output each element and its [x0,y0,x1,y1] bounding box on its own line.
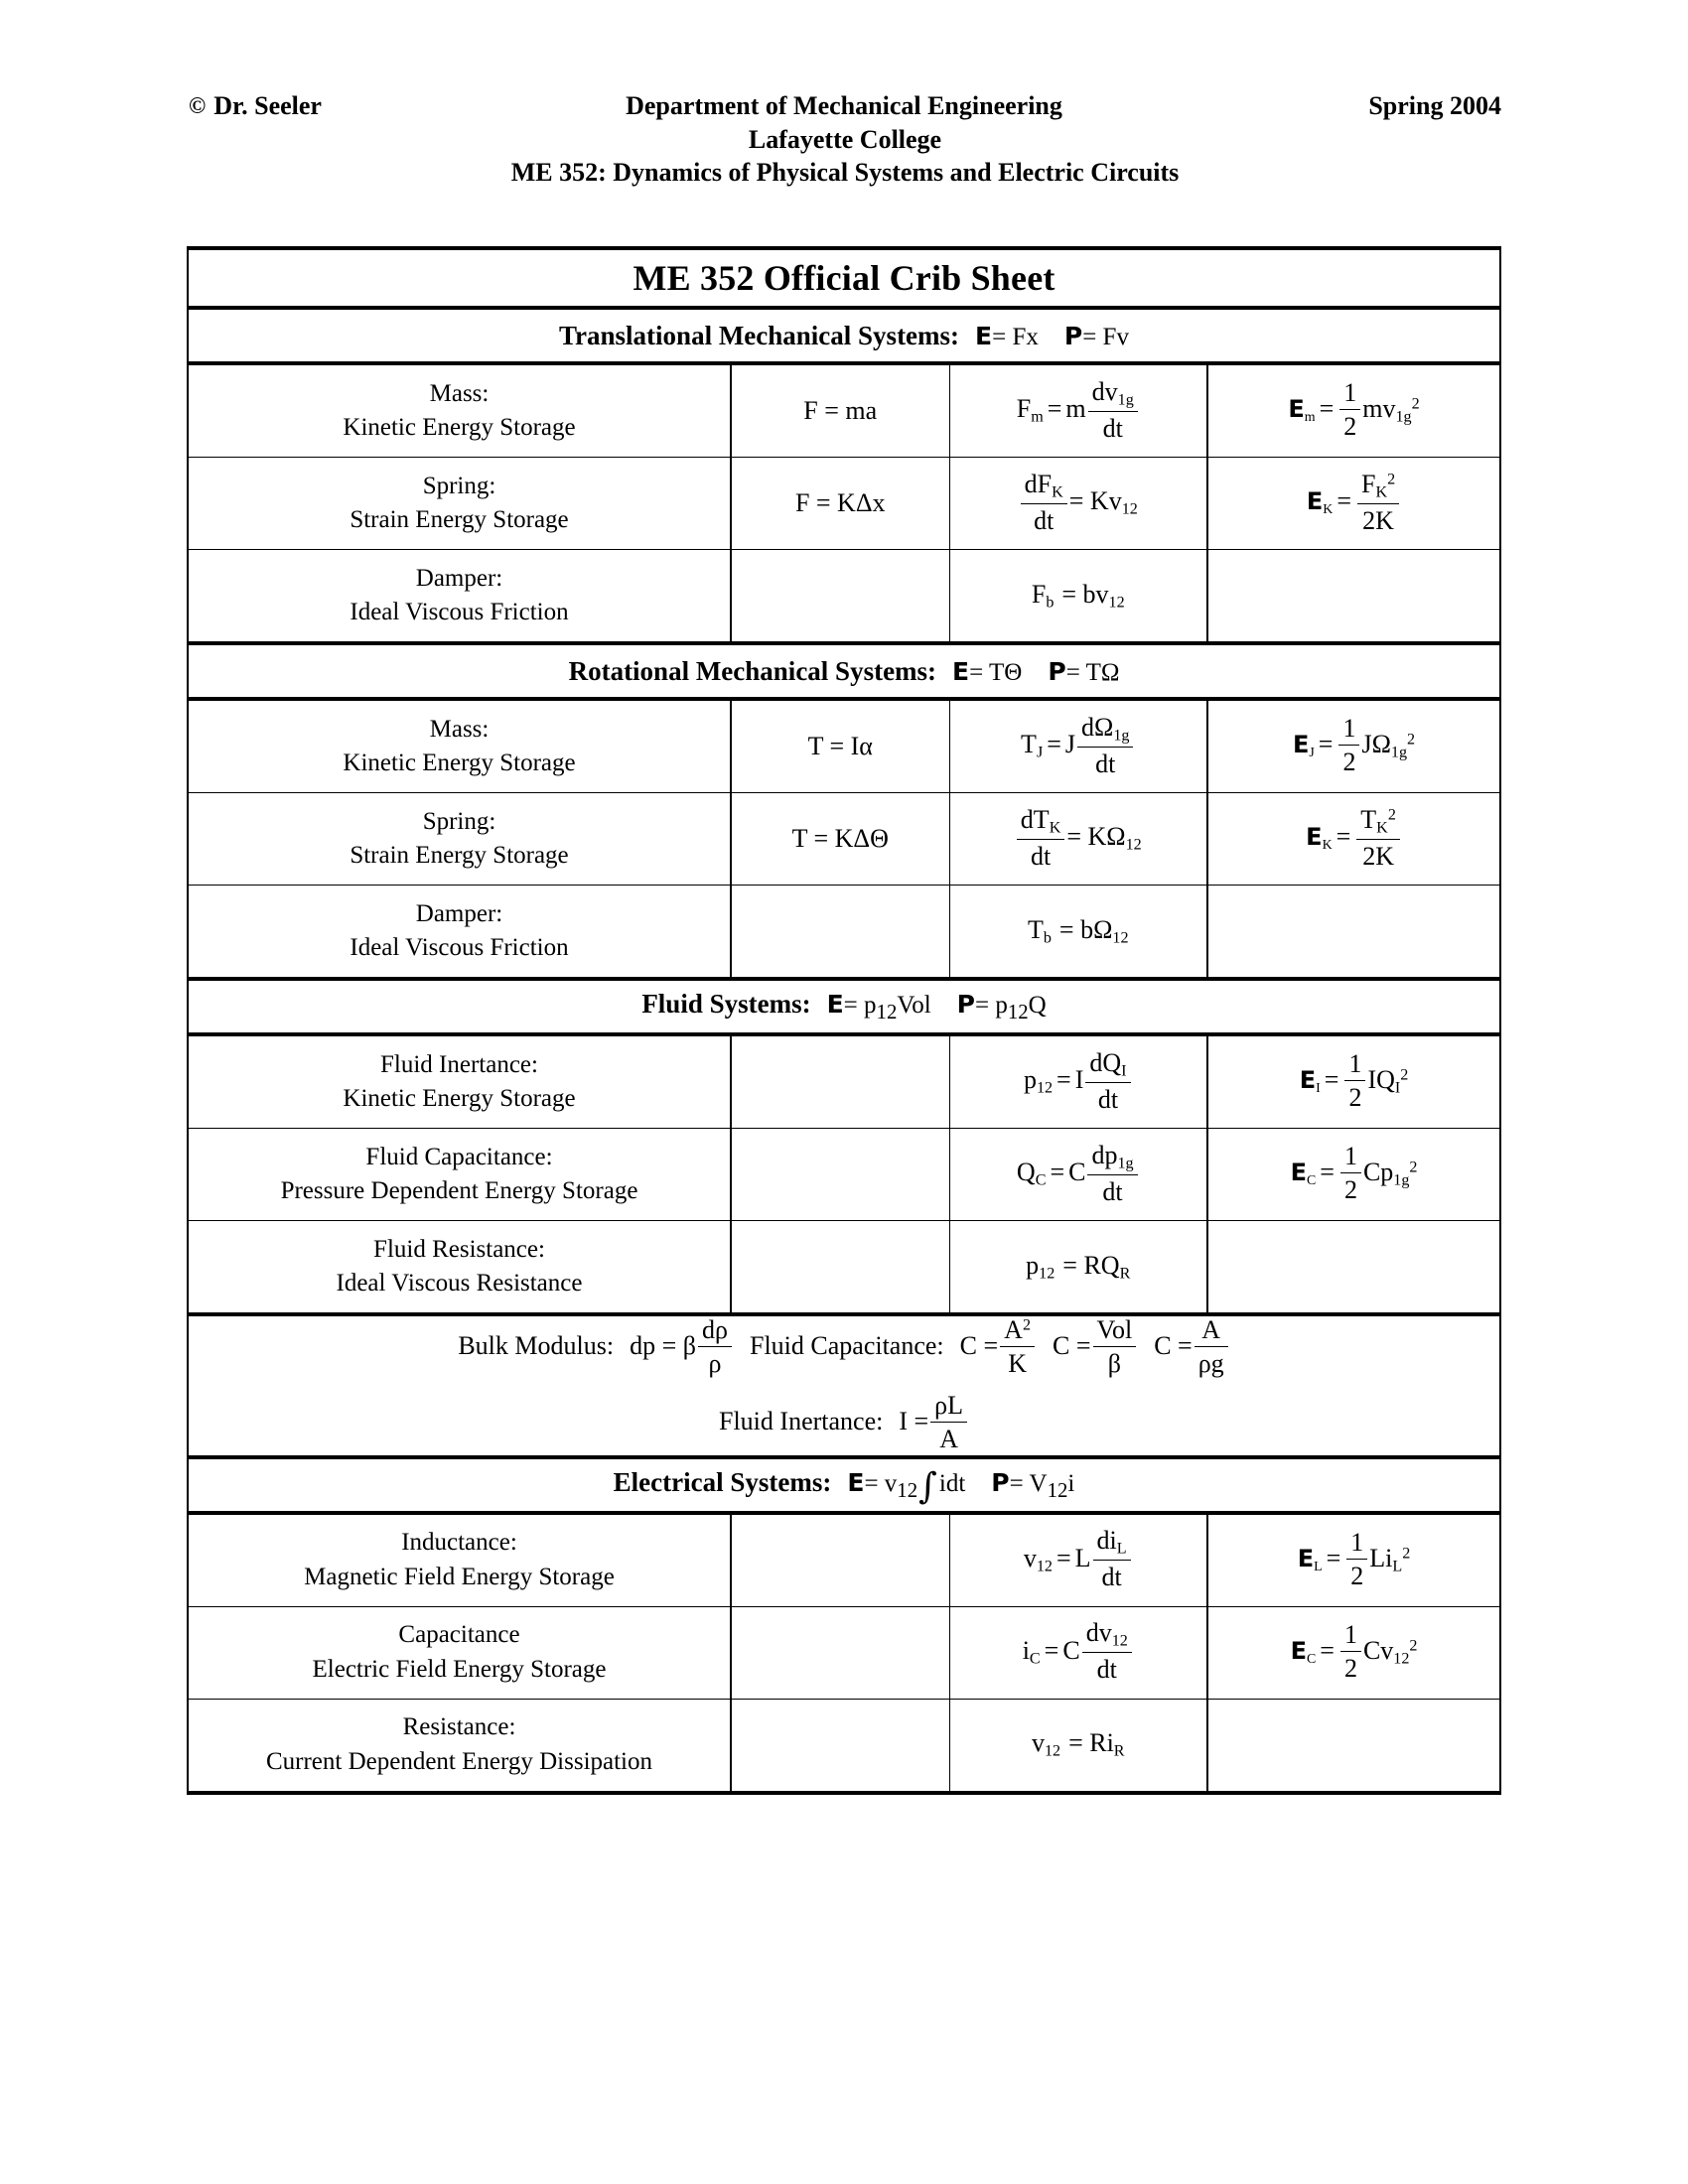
equation-text: $E_I$ = $\frac{1}{2}$ $IQ_I^2$ [1299,1049,1409,1112]
equation-text: $p_{12} = I$ $\frac{dQ_I}{dt}$ [1024,1065,1133,1094]
desc-line-2: Strain Energy Storage [350,842,569,869]
elemental-equation [731,1606,949,1699]
energy-equation-cell [1207,1221,1500,1315]
elemental-equation [731,886,949,980]
fluid-capacitance-eq-1: C = $\frac{A^2}{K}$ [960,1331,1037,1360]
row-description [188,458,731,550]
fluid-formula-row [188,1314,1500,1457]
row-description [188,1606,731,1699]
author-name: Dr. Seeler [213,91,322,120]
energy-equation: = TΘ [969,658,1023,686]
derivative-equation [949,1513,1207,1607]
desc-line-2: Ideal Viscous Friction [350,934,569,961]
desc-line-1: Inductance: [401,1529,517,1557]
elemental-equation [731,1513,949,1607]
row-description [188,1034,731,1129]
derivative-equation [949,1606,1207,1699]
equation-text: $E_K$ = $\frac{F_K^2}{2K}$ [1307,486,1401,515]
row-description [188,1699,731,1793]
fluid-inertance-equation: I = $\frac{\rho L}{A}$ [899,1407,969,1435]
power-equation: = TΩ [1065,658,1120,686]
table-row [188,1129,1500,1221]
energy-equation-cell [1207,1699,1500,1793]
table-row [188,550,1500,644]
elemental-equation [731,699,949,793]
elemental-equation [731,1221,949,1315]
desc-line-1: Resistance: [402,1713,516,1741]
elemental-equation [731,793,949,886]
fluid-inertance-label: Fluid Inertance: [719,1406,884,1435]
power-symbol: P [956,990,975,1019]
row-description [188,550,731,644]
term-label: Spring 2004 [1368,91,1501,120]
desc-line-1: Mass: [429,715,490,743]
fluid-capacitance-eq-3: C = $\frac{A}{\rho g}$ [1154,1331,1230,1360]
table-row [188,793,1500,886]
elemental-equation [731,1129,949,1221]
equation-text: $p_{12} = RQ_R$ [1026,1250,1131,1283]
section-header-cell [188,308,1500,363]
author-block [189,91,322,122]
table-row [188,458,1500,550]
elemental-equation [731,550,949,644]
college-name: Lafayette College [748,124,942,154]
equation-text: $i_C = C$ $\frac{dv_{12}}{dt}$ [1023,1636,1134,1665]
desc-line-2: Kinetic Energy Storage [343,750,576,776]
fluid-formula-line-1 [189,1316,1499,1380]
fluid-formula-cell [188,1314,1500,1457]
energy-equation-cell [1207,458,1500,550]
row-description [188,699,731,793]
equation-text: $E_C$ = $\frac{1}{2}$ $Cv_{12}^2$ [1290,1619,1418,1683]
desc-line-2: Pressure Dependent Energy Storage [280,1177,638,1204]
fluid-capacitance-label: Fluid Capacitance: [749,1330,944,1360]
energy-equation: = Fx [992,323,1039,350]
desc-line-2: Kinetic Energy Storage [343,414,576,441]
derivative-equation [949,458,1207,550]
power-equation: = $V_{12}i$ [1009,1469,1075,1502]
crib-sheet-table [187,246,1501,1795]
desc-line-2: Strain Energy Storage [350,506,569,533]
section-header-translational [188,308,1500,363]
equation-text: F = KΔx [794,488,886,517]
bulk-modulus-equation: dp = β $\frac{d\rho}{\rho}$ [630,1331,734,1360]
equation-text: $v_{12} = L$ $\frac{di_L}{dt}$ [1024,1544,1133,1572]
equation-text: $E_m$ = $\frac{1}{2}$ $mv_{1g}^2$ [1288,378,1420,441]
equation-text: $F_m = m$ $\frac{dv_{1g}}{dt}$ [1017,394,1140,423]
page-header [0,0,1688,188]
row-description [188,363,731,458]
elemental-equation [731,1699,949,1793]
equation-text: $v_{12} = Ri_R$ [1031,1728,1125,1760]
table-row [188,1513,1500,1607]
energy-equation-cell [1207,1129,1500,1221]
desc-line-2: Electric Field Energy Storage [312,1655,607,1683]
table-row [188,1606,1500,1699]
energy-symbol: E [847,1467,865,1497]
derivative-equation [949,1699,1207,1793]
desc-line-1: Fluid Capacitance: [365,1143,553,1170]
course-title: ME 352: Dynamics of Physical Systems and Electric Circuits [510,157,1180,187]
energy-equation-cell [1207,1034,1500,1129]
power-symbol: P [1048,656,1066,686]
header-row-top [189,91,1501,122]
row-description [188,1513,731,1607]
desc-line-1: Fluid Resistance: [373,1235,545,1263]
energy-equation: = $p_{12}Vol$ [843,992,931,1024]
desc-line-1: Mass: [429,379,490,407]
energy-equation: = $v_{12}\int idt$ [864,1466,966,1508]
section-name: Electrical Systems: [613,1466,832,1497]
equation-text: $E_J$ = $\frac{1}{2}$ $J\Omega_{1g}^2$ [1292,714,1416,776]
derivative-equation [949,1129,1207,1221]
energy-equation-cell [1207,363,1500,458]
fluid-formula-line-2 [189,1392,1499,1455]
power-symbol: P [1063,321,1083,350]
equation-text: $E_L$ = $\frac{1}{2}$ $Li_L^2$ [1297,1527,1411,1590]
equation-text: T = KΔΘ [791,824,889,853]
table-row [188,699,1500,793]
derivative-equation [949,1221,1207,1315]
row-description [188,1129,731,1221]
derivative-equation [949,886,1207,980]
derivative-equation [949,1034,1207,1129]
derivative-equation [949,363,1207,458]
desc-line-2: Ideal Viscous Resistance [336,1270,583,1297]
row-description [188,886,731,980]
equation-text: $T_J = J$ $\frac{d\Omega_{1g}}{dt}$ [1021,730,1135,758]
energy-equation-cell [1207,1513,1500,1607]
equation-text: $Q_C = C$ $\frac{dp_{1g}}{dt}$ [1017,1158,1140,1186]
power-equation: = $p_{12}Q$ [974,992,1047,1024]
copyright-icon: © [189,93,207,118]
desc-line-1: Spring: [422,472,496,499]
fluid-capacitance-eq-2: C = $\frac{\text{Vol}}{\beta}$ [1053,1331,1138,1360]
desc-line-1: Capacitance [398,1621,520,1649]
table-title-row [188,248,1500,308]
energy-equation-cell [1207,886,1500,980]
section-header-rotational [188,643,1500,699]
desc-line-1: Fluid Inertance: [380,1050,538,1078]
integral-icon: ∫ [918,1466,937,1508]
energy-equation-cell [1207,550,1500,644]
equation-text: $E_K$ = $\frac{T_K^2}{2K}$ [1306,822,1402,851]
desc-line-1: Spring: [422,807,496,835]
equation-text: T = Iα [807,732,873,760]
desc-line-1: Damper: [415,564,503,592]
section-header-cell [188,643,1500,699]
desc-line-2: Kinetic Energy Storage [343,1085,576,1112]
row-description [188,793,731,886]
derivative-equation [949,550,1207,644]
section-header-fluid [188,979,1500,1034]
energy-symbol: E [975,321,993,350]
bulk-modulus-label: Bulk Modulus: [458,1330,615,1360]
energy-equation-cell [1207,699,1500,793]
section-name: Rotational Mechanical Systems: [568,655,937,686]
equation-text: $F_b = bv_{12}$ [1031,579,1125,612]
desc-line-2: Magnetic Field Energy Storage [304,1563,615,1590]
derivative-equation [949,699,1207,793]
elemental-equation [731,458,949,550]
table-row [188,1699,1500,1793]
table-row [188,1034,1500,1129]
equation-text: $T_b = b\Omega_{12}$ [1027,914,1129,947]
row-description [188,1221,731,1315]
energy-symbol: E [952,656,970,686]
desc-line-1: Damper: [415,899,503,927]
table-row [188,363,1500,458]
power-equation: = Fv [1082,323,1129,350]
desc-line-2: Ideal Viscous Friction [350,599,569,625]
section-name: Fluid Systems: [641,989,811,1019]
equation-text: $\frac{dF_K}{dt}$ = $Kv_{12}$ [1019,486,1138,515]
section-name: Translational Mechanical Systems: [559,320,960,350]
equation-text: $\frac{dT_K}{dt}$ = $K\Omega_{12}$ [1015,822,1142,851]
energy-symbol: E [826,990,844,1019]
table-row [188,1221,1500,1315]
energy-equation-cell [1207,1606,1500,1699]
section-header-electrical [188,1457,1500,1513]
page-title: ME 352 Official Crib Sheet [188,248,1500,308]
desc-line-2: Current Dependent Energy Dissipation [265,1747,653,1775]
elemental-equation [731,363,949,458]
elemental-equation [731,1034,949,1129]
section-header-cell [188,1457,1500,1513]
section-header-cell [188,979,1500,1034]
equation-text: $E_C$ = $\frac{1}{2}$ $Cp_{1g}^2$ [1290,1142,1418,1204]
power-symbol: P [991,1467,1010,1497]
table-row [188,886,1500,980]
equation-text: F = ma [803,396,878,425]
department-title: Department of Mechanical Engineering [626,91,1062,120]
derivative-equation [949,793,1207,886]
energy-equation-cell [1207,793,1500,886]
